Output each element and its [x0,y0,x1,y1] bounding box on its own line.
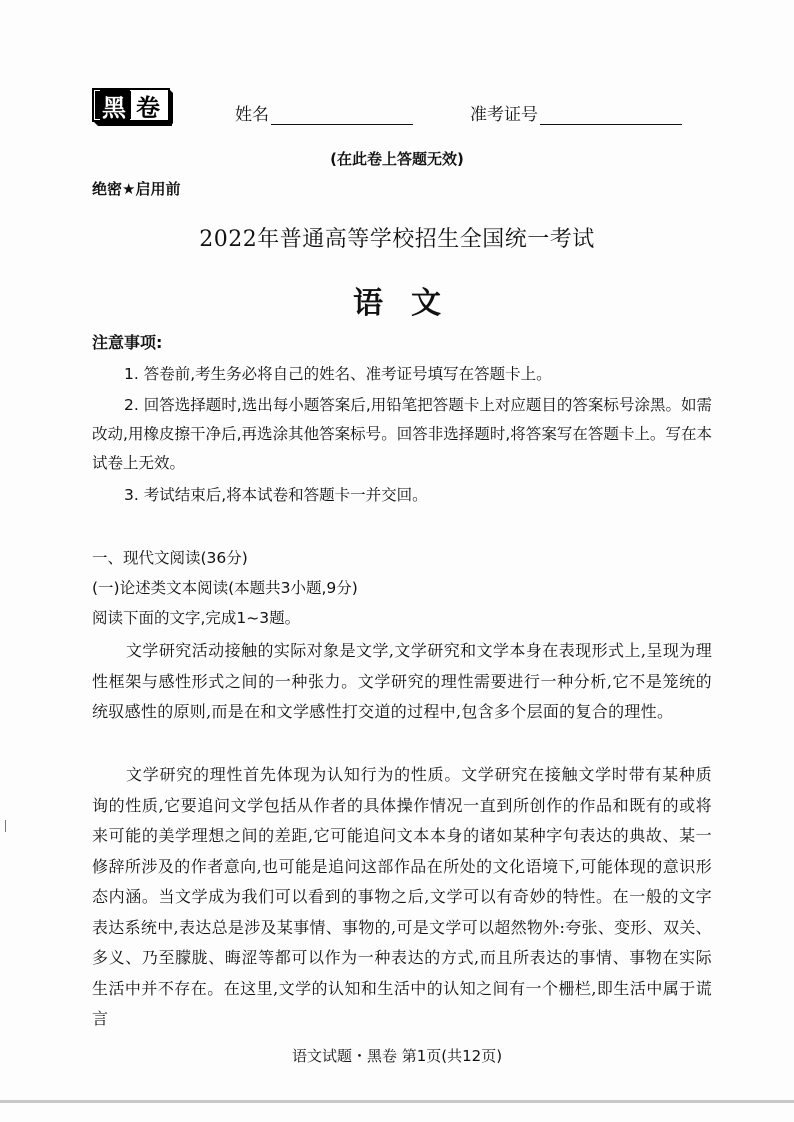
logo-text [92,88,170,122]
note-item-2: 2. 回答选择题时,选出每小题答案后,用铅笔把答题卡上对应题目的答案标号涂黑。如需改动,用橡皮擦干净后,再选涂其他答案标号。回答非选择题时,将答案写在答题卡上。写在本试卷上无效。 [92,396,712,472]
heijuan-logo [92,88,174,128]
subject-title: 语文 [353,286,469,321]
invalid-answer-notice: (在此卷上答题无效) [330,150,464,168]
passage-paragraph-2: 文学研究的理性首先体现为认知行为的性质。文学研究在接触文学时带有某种质询的性质,它要追问文学包括从作者的具体操作情况一直到所创作的作品和既有的或将来可能的美学理想之间的差距,它可能追问文本本身的诸如某种字句表达的典故、某一修辞所涉及的作者意向,也可能是追问这部作品在所处的文化语境下,可能体现的意识形态内涵。当文学成为我们可以看到的事物之后,文学可以有奇妙的特性。在一般的文字表达系统中,表达总是涉及某事情、事物的,可是文学可以超然物外:夸张、变形、双关、多义、乃至朦胧、晦涩等都可以作为一种表达的方式,而且所表达的事情、事物在实际生活中并不存在。在这里,文学的认知和生活中的认知之间有一个栅栏,即生活中属于谎言 [92,765,712,1028]
scan-edge-line [0,1100,794,1103]
exam-id-blank[interactable] [540,104,682,125]
section-heading: 一、现代文阅读(36分) [92,549,248,567]
exam-id-label: 准考证号 [470,105,538,125]
note-item-3: 3. 考试结束后,将本试卷和答题卡一并交回。 [124,486,428,504]
notes-heading: 注意事项: [92,333,163,352]
logo-char-left: 黑 [100,88,130,123]
name-label: 姓名 [235,105,269,125]
reading-instruction: 阅读下面的文字,完成1~3题。 [92,609,301,627]
exam-title: 2022年普通高等学校招生全国统一考试 [199,227,595,252]
margin-mark [5,820,6,832]
page-footer: 语文试题・黑卷 第1页(共12页) [291,1047,503,1065]
name-blank[interactable] [271,104,413,125]
confidential-label: 绝密★启用前 [92,180,181,198]
passage-paragraph-1: 文学研究活动接触的实际对象是文学,文学研究和文学本身在表现形式上,呈现为理性框架与感性形式之间的一种张力。文学研究的理性需要进行一种分析,它不是笼统的统驭感性的原则,而是在和文学感性打交道的过程中,包含多个层面的复合的理性。 [92,641,712,721]
subsection-heading: (一)论述类文本阅读(本题共3小题,9分) [92,579,358,597]
name-field [235,100,413,125]
exam-id-field [470,100,682,125]
logo-char-right: 卷 [136,93,162,122]
note-item-1: 1. 答卷前,考生务必将自己的姓名、准考证号填写在答题卡上。 [124,365,552,383]
